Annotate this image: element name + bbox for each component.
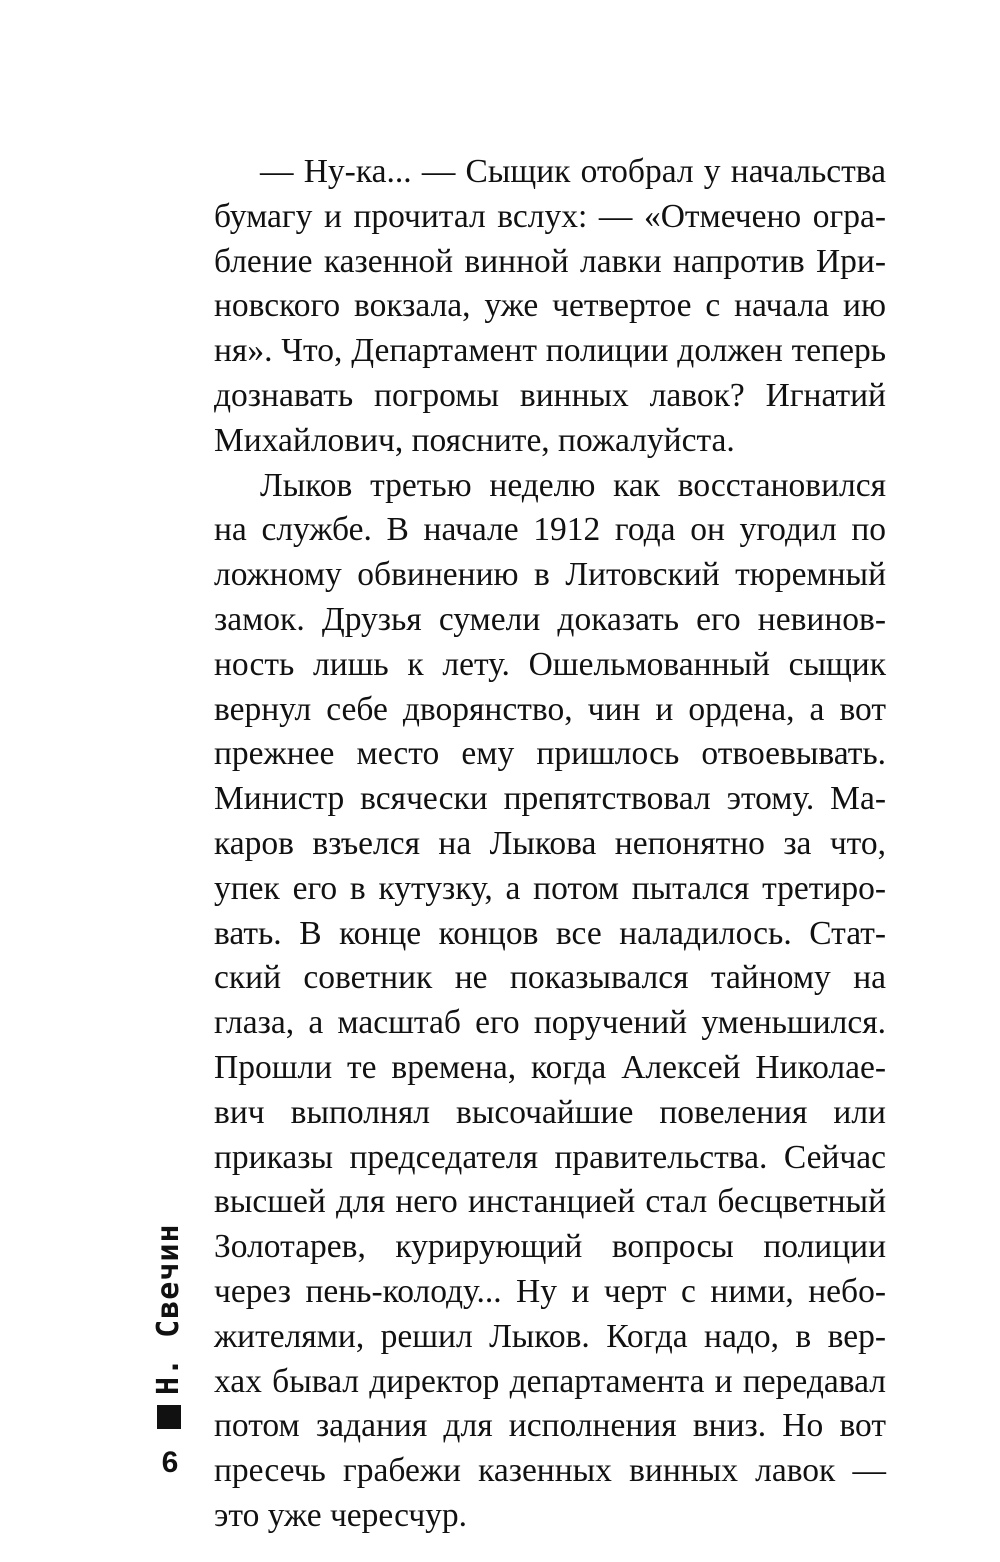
paragraph-1 [214, 150, 886, 464]
text-line: жителями, решил Лыков. Когда надо, в вер- [214, 1317, 886, 1355]
running-head [145, 1195, 193, 1395]
text-line: Прошли те времена, когда Алексей Николае- [214, 1048, 886, 1086]
author-name: Н. Свечин [151, 1223, 186, 1395]
text-line: ский советник не показывался тайному на [214, 959, 886, 997]
text-line: приказы председателя правительства. Сейчас [214, 1138, 886, 1176]
text-line: на службе. В начале 1912 года он угодил по [214, 511, 886, 549]
paragraph-2 [214, 464, 886, 1539]
text-line: замок. Друзья сумели доказать его невинов- [214, 600, 886, 638]
text-line: через пень-колоду... Ну и черт с ними, небо- [214, 1272, 886, 1310]
text-line: хах бывал директор департамента и передавал [214, 1362, 886, 1400]
text-line: прежнее место ему пришлось отвоевывать. [214, 735, 886, 773]
text-line: каров взъелся на Лыкова непонятно за что, [214, 824, 886, 862]
text-line: пресечь грабежи казенных винных лавок — [214, 1452, 886, 1490]
text-line: вернул себе дворянство, чин и ордена, а вот [214, 690, 886, 728]
text-line: глаза, а масштаб его поручений уменьшился. [214, 1004, 886, 1042]
text-line: ня». Что, Департамент полиции должен теперь [214, 332, 886, 370]
square-bullet-icon [157, 1405, 181, 1429]
text-line: упек его в кутузку, а потом пытался третиро- [214, 869, 886, 907]
text-line: Лыков третью неделю как восстановился [260, 466, 886, 504]
text-line: дознавать погромы винных лавок? Игнатий [214, 376, 886, 414]
text-line: Министр всячески препятствовал этому. Ма- [214, 780, 886, 818]
text-line: новского вокзала, уже четвертое с начала ию [214, 287, 886, 325]
text-line: Золотарев, курирующий вопросы полиции [214, 1228, 886, 1266]
text-line: бумагу и прочитал вслух: — «Отмечено огра- [214, 197, 886, 235]
body-text [214, 150, 886, 1539]
text-line: Михайлович, поясните, пожалуйста. [214, 421, 735, 459]
text-line: вать. В конце концов все наладилось. Стат- [214, 914, 886, 952]
text-line: ложному обвинению в Литовский тюремный [214, 556, 886, 594]
text-line: потом задания для исполнения вниз. Но вот [214, 1407, 886, 1445]
text-line: ность лишь к лету. Ошельмованный сыщик [214, 645, 886, 683]
text-line: это уже чересчур. [214, 1496, 468, 1534]
text-line: — Ну-ка... — Сыщик отобрал у начальства [260, 153, 886, 190]
text-line: бление казенной винной лавки напротив Ири- [214, 242, 886, 280]
text-line: высшей для него инстанцией стал бесцветный [214, 1183, 886, 1221]
text-line: вич выполнял высочайшие повеления или [214, 1093, 886, 1131]
page-number: 6 [161, 1446, 179, 1479]
